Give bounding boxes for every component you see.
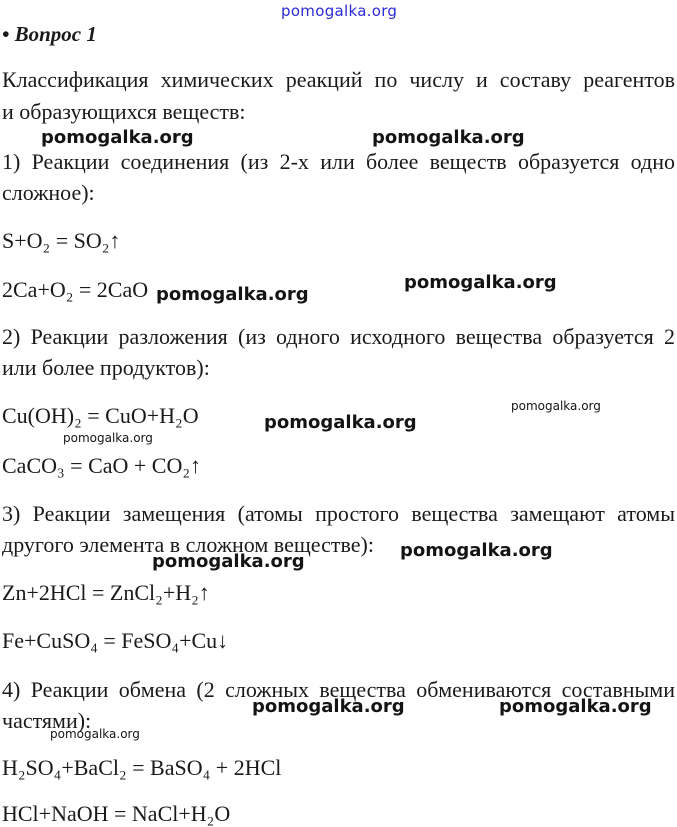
equation-5: Zn+2HCl = ZnCl₂+H₂↑	[2, 580, 210, 605]
equation-2: 2Ca+O₂ = 2CaO	[2, 277, 149, 302]
section-3-line-1: 3) Реакции замещения (атомы простого вещества замещают атомы	[2, 501, 675, 526]
watermark: pomogalka.org	[152, 551, 305, 572]
intro-line-2: и образующихся веществ:	[2, 99, 246, 124]
equation-6: Fe+CuSO₄ = FeSO₄+Cu↓	[2, 628, 229, 653]
section-3-line-2: другого элемента в сложном веществе):	[2, 532, 374, 557]
equation-1: S+O₂ = SO₂↑	[2, 228, 121, 253]
site-watermark-top: pomogalka.org	[281, 2, 398, 20]
watermark: pomogalka.org	[50, 727, 140, 741]
section-1-line-1: 1) Реакции соединения (из 2-х или более веществ образуется одно	[2, 149, 675, 174]
section-2-line-2: или более продуктов):	[2, 355, 210, 380]
equation-4: CaCO₃ = CaO + CO₂↑	[2, 453, 202, 478]
watermark: pomogalka.org	[372, 127, 525, 148]
watermark: pomogalka.org	[264, 412, 417, 433]
intro-line-1: Классификация химических реакций по числу и составу реагентов	[2, 67, 675, 92]
equation-7: H₂SO₄+BaCl₂ = BaSO₄ + 2HCl	[2, 755, 282, 780]
section-1-line-2: сложное):	[2, 180, 95, 205]
watermark: pomogalka.org	[63, 431, 153, 445]
watermark: pomogalka.org	[156, 284, 309, 305]
section-4-line-2: частями):	[2, 708, 92, 733]
watermark: pomogalka.org	[404, 272, 557, 293]
watermark: pomogalka.org	[511, 399, 601, 413]
watermark: pomogalka.org	[499, 696, 652, 717]
watermark: pomogalka.org	[400, 540, 553, 561]
equation-3: Cu(OH)₂ = CuO+H₂O	[2, 403, 199, 428]
watermark: pomogalka.org	[252, 696, 405, 717]
watermark: pomogalka.org	[41, 127, 194, 148]
question-title: • Вопрос 1	[2, 22, 97, 46]
equation-8: HCl+NaOH = NaCl+H₂O	[2, 801, 231, 826]
section-2-line-1: 2) Реакции разложения (из одного исходного вещества образуется 2	[2, 324, 675, 349]
section-4-line-1: 4) Реакции обмена (2 сложных вещества обмениваются составными	[2, 677, 675, 702]
